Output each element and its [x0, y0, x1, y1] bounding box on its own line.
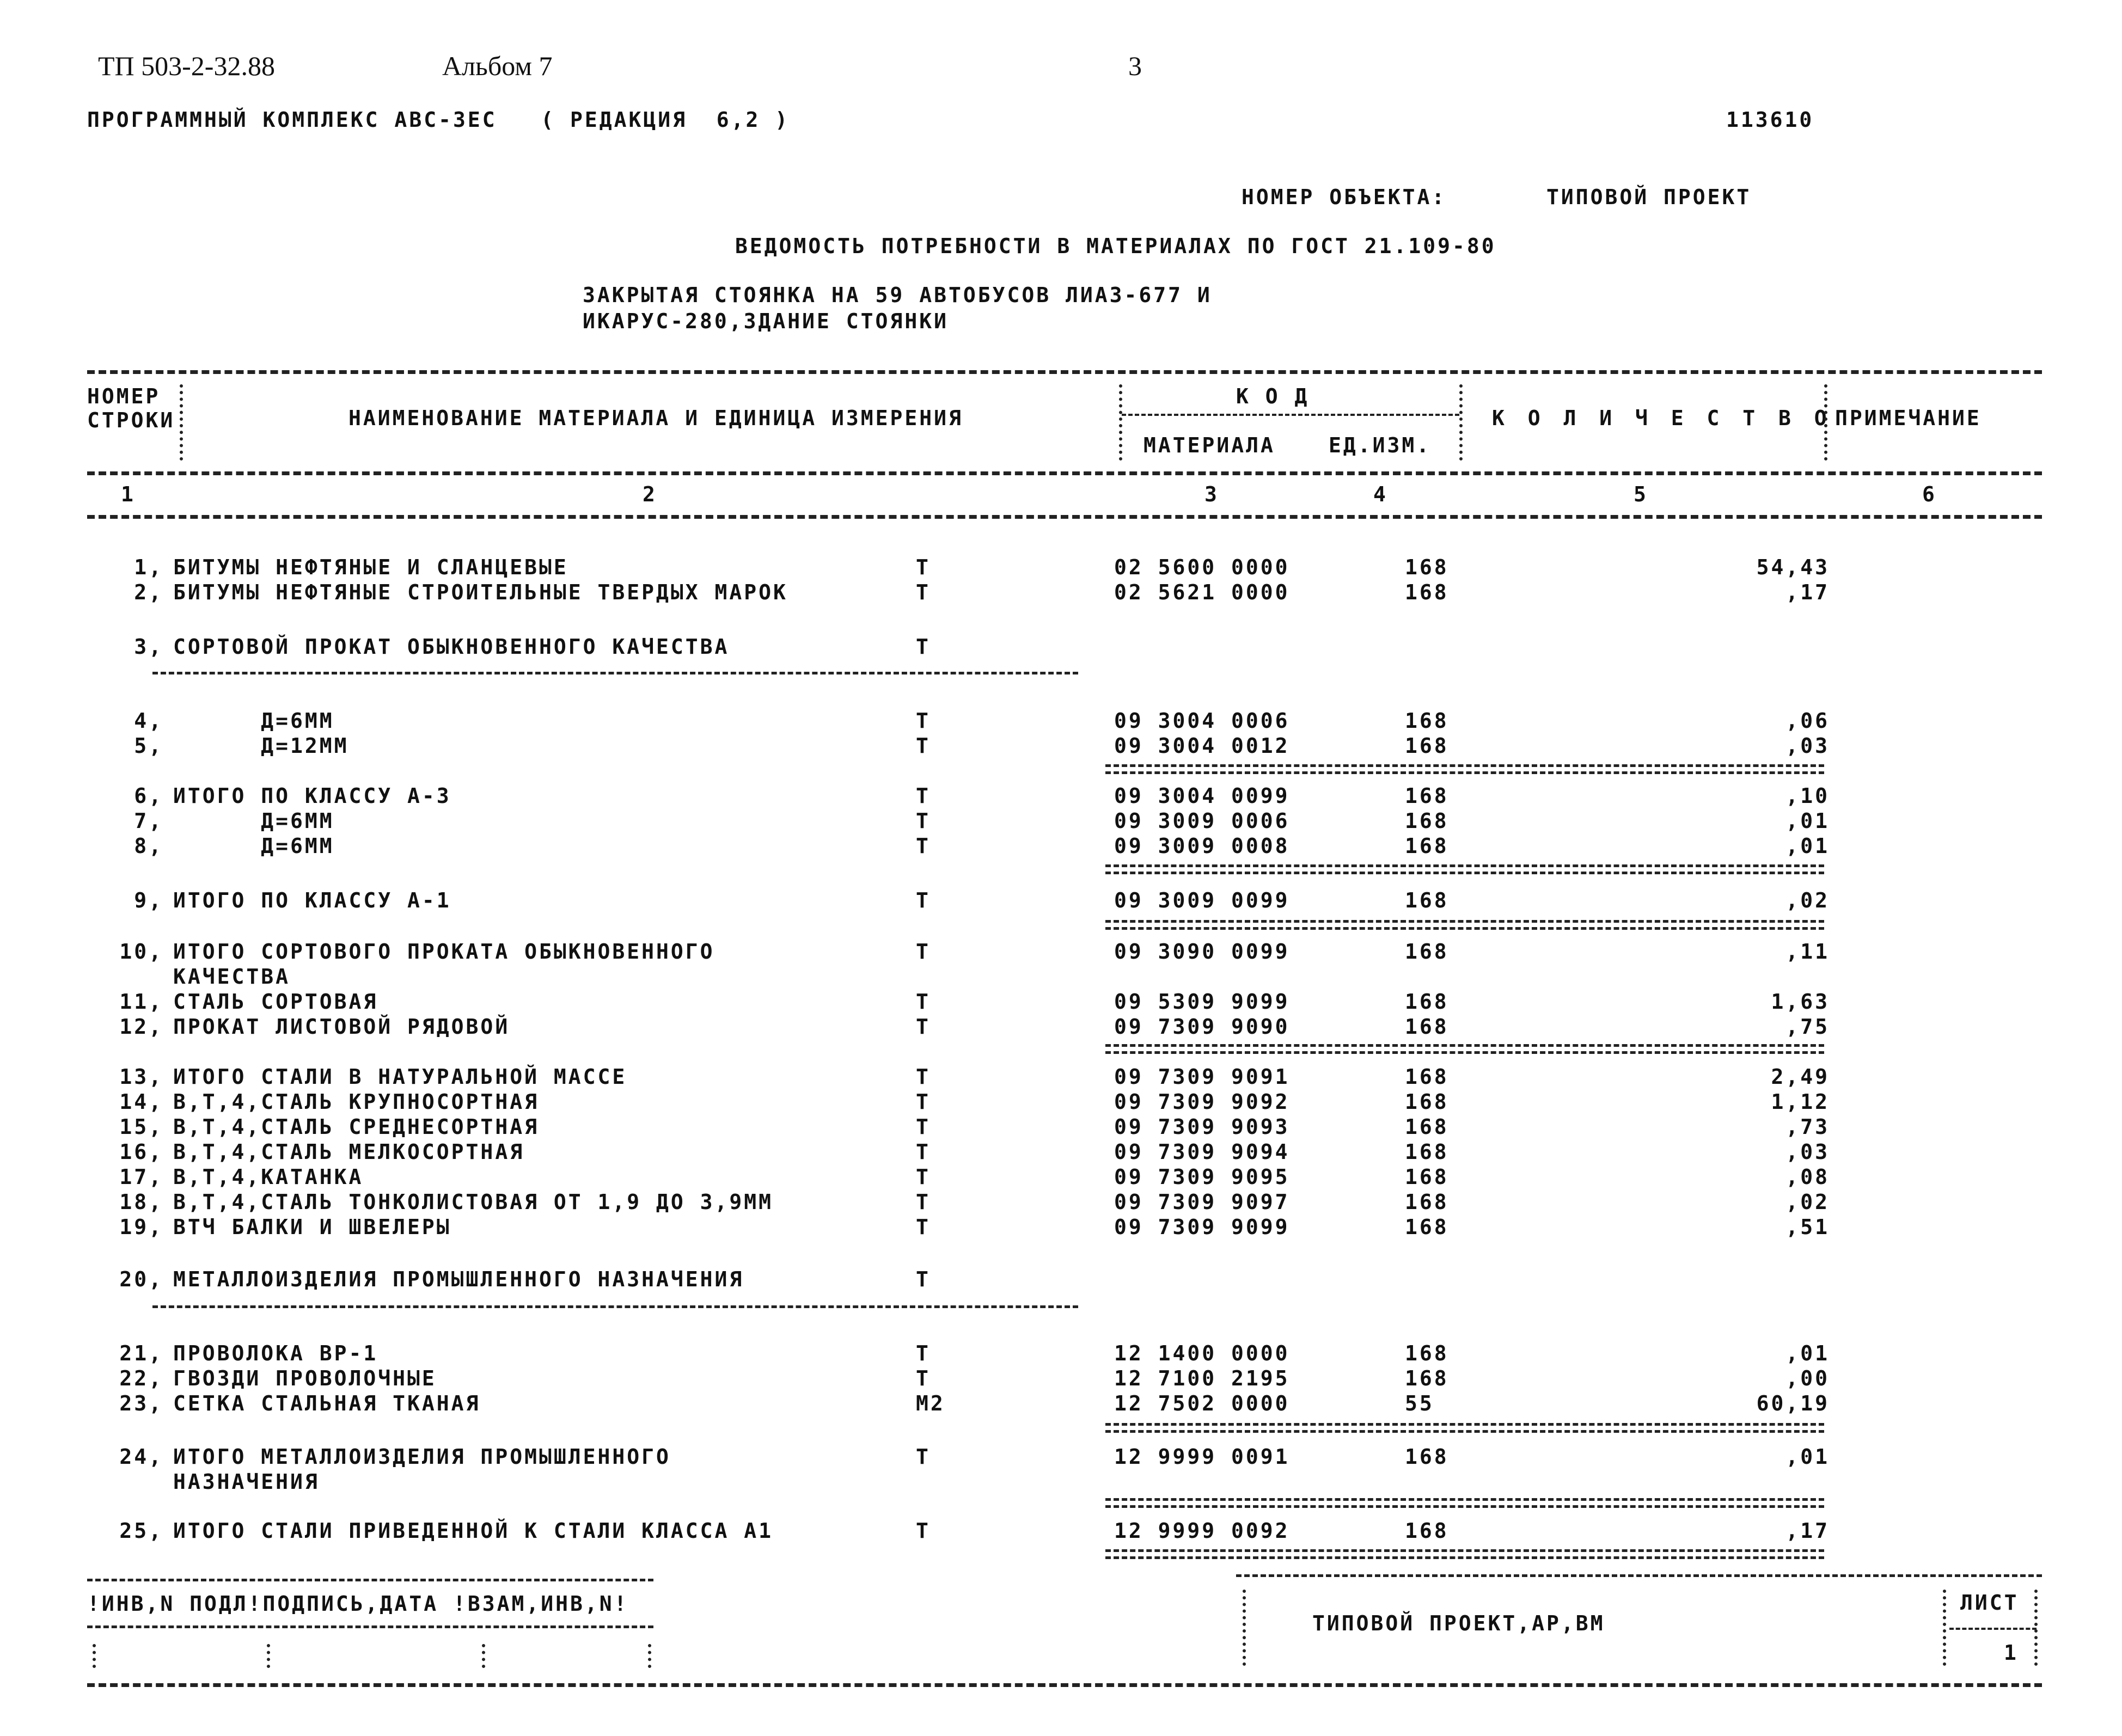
stamp-top-rule [87, 1579, 653, 1581]
row-number: 10, [119, 940, 163, 964]
stamp-mid-rule [87, 1625, 653, 1628]
table-row [0, 1015, 2122, 1040]
material-name: ПРОКАТ ЛИСТОВОЙ РЯДОВОЙ [173, 1015, 510, 1039]
quantity: ,03 [1785, 1140, 1830, 1164]
row-number: 11, [119, 990, 163, 1014]
unit: Т [916, 1366, 931, 1390]
material-name: ИТОГО ПО КЛАССУ А-1 [173, 888, 451, 912]
material-code: 09 3009 0006 [1114, 809, 1290, 833]
table-row [0, 1366, 2122, 1391]
row-number: 17, [119, 1165, 163, 1189]
unit: Т [916, 940, 931, 964]
unit-code: 168 [1405, 1140, 1449, 1164]
header-rule [87, 471, 2042, 475]
material-name: ИТОГО ПО КЛАССУ А-3 [173, 784, 451, 808]
material-code: 09 3009 0099 [1114, 888, 1290, 912]
material-name: Д=12ММ [173, 734, 349, 758]
material-name: СОРТОВОЙ ПРОКАТ ОБЫКНОВЕННОГО КАЧЕСТВА [173, 635, 730, 659]
unit: Т [916, 1015, 931, 1039]
quantity: ,75 [1785, 1015, 1830, 1039]
row-number: 4, [134, 709, 163, 733]
material-name: В,Т,4,СТАЛЬ ТОНКОЛИСТОВАЯ ОТ 1,9 ДО 3,9ММ [173, 1190, 773, 1214]
material-name: ИТОГО МЕТАЛЛОИЗДЕЛИЯ ПРОМЫШЛЕННОГО [173, 1445, 671, 1469]
unit: Т [916, 834, 931, 858]
material-code: 09 3004 0012 [1114, 734, 1290, 758]
table-row [0, 1470, 2122, 1495]
row-number: 15, [119, 1115, 163, 1139]
unit: Т [916, 734, 931, 758]
quantity: 1,12 [1771, 1090, 1830, 1114]
material-code: 09 7309 9094 [1114, 1140, 1290, 1164]
unit: Т [916, 1215, 931, 1239]
quantity: ,01 [1785, 834, 1830, 858]
quantity: ,01 [1785, 809, 1830, 833]
quantity: ,01 [1785, 1445, 1830, 1469]
col-divider [1119, 384, 1122, 461]
row-number: 1, [134, 555, 163, 579]
unit-code: 168 [1405, 1115, 1449, 1139]
unit-code: 168 [1405, 1341, 1449, 1365]
unit-code: 168 [1405, 784, 1449, 808]
unit: Т [916, 888, 931, 912]
col-header-unit-code: ЕД.ИЗМ. [1329, 433, 1432, 457]
row-number: 6, [134, 784, 163, 808]
unit-code: 168 [1405, 734, 1449, 758]
stamp-divider [93, 1644, 96, 1668]
quantity: 1,63 [1771, 990, 1830, 1014]
col-header-name: НАИМЕНОВАНИЕ МАТЕРИАЛА И ЕДИНИЦА ИЗМЕРЕНИЯ [348, 406, 963, 430]
unit: Т [916, 555, 931, 579]
quantity: ,08 [1785, 1165, 1830, 1189]
material-code: 09 7309 9099 [1114, 1215, 1290, 1239]
object-value: ТИПОВОЙ ПРОЕКТ [1546, 185, 1752, 209]
material-name: КАЧЕСТВА [173, 965, 291, 989]
subject-line-1: ЗАКРЫТАЯ СТОЯНКА НА 59 АВТОБУСОВ ЛИАЗ-677 И [583, 283, 1212, 307]
sheet-label: ЛИСТ [1960, 1591, 2019, 1615]
row-number: 9, [134, 888, 163, 912]
material-name: МЕТАЛЛОИЗДЕЛИЯ ПРОМЫШЛЕННОГО НАЗНАЧЕНИЯ [173, 1267, 744, 1291]
material-name: ВТЧ БАЛКИ И ШВЕЛЕРЫ [173, 1215, 451, 1239]
material-name: Д=6ММ [173, 809, 334, 833]
col-divider [1459, 384, 1463, 461]
quantity: ,03 [1785, 734, 1830, 758]
row-number: 21, [119, 1341, 163, 1365]
title-block-divider [1943, 1590, 1946, 1666]
unit-code: 168 [1405, 1215, 1449, 1239]
subtotal-rule [1105, 1498, 1824, 1508]
material-code: 02 5621 0000 [1114, 580, 1290, 604]
quantity: 60,19 [1756, 1391, 1830, 1415]
row-number: 2, [134, 580, 163, 604]
unit: Т [916, 709, 931, 733]
unit-code: 168 [1405, 990, 1449, 1014]
unit: Т [916, 990, 931, 1014]
material-code: 09 7309 9090 [1114, 1015, 1290, 1039]
table-row [0, 1165, 2122, 1190]
material-code: 09 7309 9092 [1114, 1090, 1290, 1114]
material-code: 09 5309 9099 [1114, 990, 1290, 1014]
col-header-quantity: К О Л И Ч Е С Т В О [1492, 406, 1832, 430]
quantity: ,17 [1785, 1519, 1830, 1543]
quantity: ,06 [1785, 709, 1830, 733]
material-name: ИТОГО СТАЛИ ПРИВЕДЕННОЙ К СТАЛИ КЛАССА А1 [173, 1519, 773, 1543]
col-divider [1824, 384, 1827, 461]
material-code: 12 9999 0091 [1114, 1445, 1290, 1469]
page-bottom-rule [87, 1683, 2042, 1687]
project-title: ТИПОВОЙ ПРОЕКТ,АР,ВМ [1312, 1611, 1605, 1635]
row-number: 18, [119, 1190, 163, 1214]
material-code: 12 7100 2195 [1114, 1366, 1290, 1390]
row-number: 23, [119, 1391, 163, 1415]
unit: Т [916, 1115, 931, 1139]
table-row [0, 635, 2122, 660]
stamp-divider [267, 1644, 270, 1668]
material-code: 09 7309 9091 [1114, 1065, 1290, 1089]
subtotal-rule [1105, 920, 1824, 930]
object-label: НОМЕР ОБЪЕКТА: [1242, 185, 1447, 209]
material-name: В,Т,4,СТАЛЬ КРУПНОСОРТНАЯ [173, 1090, 539, 1114]
unit: Т [916, 1190, 931, 1214]
document-id: 113610 [1726, 108, 1814, 132]
stamp-labels: !ИНВ,N ПОДЛ!ПОДПИСЬ,ДАТА !ВЗАМ,ИНВ,N! [87, 1592, 629, 1616]
unit-code: 168 [1405, 1165, 1449, 1189]
material-name: СЕТКА СТАЛЬНАЯ ТКАНАЯ [173, 1391, 481, 1415]
quantity: ,51 [1785, 1215, 1830, 1239]
col-divider [180, 384, 183, 461]
unit-code: 168 [1405, 1015, 1449, 1039]
subtotal-rule [1105, 864, 1824, 874]
subtotal-rule [1105, 1549, 1824, 1559]
table-top-rule [87, 370, 2042, 374]
material-name: ИТОГО СТАЛИ В НАТУРАЛЬНОЙ МАССЕ [173, 1065, 627, 1089]
col-number-5: 5 [1634, 482, 1648, 506]
quantity: ,10 [1785, 784, 1830, 808]
sheet-number: 1 [2004, 1641, 2019, 1665]
material-name: НАЗНАЧЕНИЯ [173, 1470, 320, 1494]
section-rule [152, 1305, 1078, 1308]
table-row [0, 1519, 2122, 1544]
title-block-top-rule [1236, 1574, 2042, 1577]
quantity: ,17 [1785, 580, 1830, 604]
unit: Т [916, 1267, 931, 1291]
material-name: ГВОЗДИ ПРОВОЛОЧНЫЕ [173, 1366, 437, 1390]
row-number: 14, [119, 1090, 163, 1114]
table-row [0, 965, 2122, 990]
table-row [0, 990, 2122, 1015]
row-number: 5, [134, 734, 163, 758]
table-row [0, 1190, 2122, 1215]
table-row [0, 555, 2122, 580]
material-name: В,Т,4,КАТАНКА [173, 1165, 364, 1189]
table-row [0, 1445, 2122, 1470]
row-number: 13, [119, 1065, 163, 1089]
row-number: 7, [134, 809, 163, 833]
section-rule [152, 672, 1078, 674]
material-code: 09 3009 0008 [1114, 834, 1290, 858]
unit: Т [916, 1140, 931, 1164]
unit-code: 168 [1405, 1519, 1449, 1543]
unit-code: 168 [1405, 580, 1449, 604]
unit-code: 168 [1405, 555, 1449, 579]
table-row [0, 784, 2122, 809]
quantity: ,00 [1785, 1366, 1830, 1390]
table-row [0, 888, 2122, 913]
unit-code: 168 [1405, 1445, 1449, 1469]
unit: Т [916, 1341, 931, 1365]
unit-code: 168 [1405, 1090, 1449, 1114]
unit-code: 168 [1405, 888, 1449, 912]
unit: М2 [916, 1391, 945, 1415]
table-row [0, 834, 2122, 859]
subtotal-rule [1105, 1044, 1824, 1054]
program-line: ПРОГРАММНЫЙ КОМПЛЕКС АВС-3ЕС ( РЕДАКЦИЯ 6,2 ) [87, 108, 790, 132]
document-code: ТП 503-2-32.88 [98, 51, 275, 81]
row-number: 12, [119, 1015, 163, 1039]
table-row [0, 1115, 2122, 1140]
material-code: 12 9999 0092 [1114, 1519, 1290, 1543]
unit-code: 168 [1405, 834, 1449, 858]
col-number-3: 3 [1204, 482, 1219, 506]
material-name: ПРОВОЛОКА ВР-1 [173, 1341, 378, 1365]
unit-code: 55 [1405, 1391, 1434, 1415]
table-row [0, 580, 2122, 605]
col-number-2: 2 [643, 482, 657, 506]
unit-code: 168 [1405, 809, 1449, 833]
row-number: 24, [119, 1445, 163, 1469]
material-name: БИТУМЫ НЕФТЯНЫЕ СТРОИТЕЛЬНЫЕ ТВЕРДЫХ МАРОК [173, 580, 788, 604]
code-group-rule [1122, 414, 1459, 416]
material-name: СТАЛЬ СОРТОВАЯ [173, 990, 378, 1014]
table-row [0, 940, 2122, 965]
subtotal-rule [1105, 1423, 1824, 1433]
unit-code: 168 [1405, 1190, 1449, 1214]
table-row [0, 1065, 2122, 1090]
quantity: ,02 [1785, 1190, 1830, 1214]
material-code: 12 1400 0000 [1114, 1341, 1290, 1365]
title-block-divider [1243, 1590, 1246, 1666]
row-number: 22, [119, 1366, 163, 1390]
row-number: 16, [119, 1140, 163, 1164]
material-name: Д=6ММ [173, 709, 334, 733]
unit-code: 168 [1405, 1065, 1449, 1089]
material-code: 12 7502 0000 [1114, 1391, 1290, 1415]
quantity: ,11 [1785, 940, 1830, 964]
row-number: 20, [119, 1267, 163, 1291]
unit-code: 168 [1405, 1366, 1449, 1390]
unit: Т [916, 635, 931, 659]
material-name: Д=6ММ [173, 834, 334, 858]
material-name: ИТОГО СОРТОВОГО ПРОКАТА ОБЫКНОВЕННОГО [173, 940, 715, 964]
page-number: 3 [1128, 51, 1142, 81]
material-code: 09 3004 0099 [1114, 784, 1290, 808]
quantity: ,01 [1785, 1341, 1830, 1365]
col-number-1: 1 [121, 482, 136, 506]
unit: Т [916, 580, 931, 604]
unit-code: 168 [1405, 709, 1449, 733]
col-number-4: 4 [1373, 482, 1388, 506]
table-row [0, 1140, 2122, 1165]
col-header-note: ПРИМЕЧАНИЕ [1835, 406, 1982, 430]
subject-line-2: ИКАРУС-280,ЗДАНИЕ СТОЯНКИ [583, 309, 949, 333]
material-code: 09 3090 0099 [1114, 940, 1290, 964]
sheet-rule [1949, 1628, 2037, 1630]
table-row [0, 1341, 2122, 1366]
row-number: 3, [134, 635, 163, 659]
table-row [0, 709, 2122, 734]
material-name: В,Т,4,СТАЛЬ МЕЛКОСОРТНАЯ [173, 1140, 525, 1164]
unit: Т [916, 809, 931, 833]
material-code: 09 3004 0006 [1114, 709, 1290, 733]
material-code: 09 7309 9095 [1114, 1165, 1290, 1189]
table-row [0, 1215, 2122, 1240]
material-code: 02 5600 0000 [1114, 555, 1290, 579]
col-header-row-number: НОМЕР СТРОКИ [87, 384, 175, 432]
unit: Т [916, 1445, 931, 1469]
table-row [0, 1267, 2122, 1292]
quantity: ,73 [1785, 1115, 1830, 1139]
unit: Т [916, 784, 931, 808]
album-label: Альбом 7 [442, 51, 553, 81]
material-name: БИТУМЫ НЕФТЯНЫЕ И СЛАНЦЕВЫЕ [173, 555, 568, 579]
row-number: 25, [119, 1519, 163, 1543]
unit-code: 168 [1405, 940, 1449, 964]
material-code: 09 7309 9093 [1114, 1115, 1290, 1139]
statement-title: ВЕДОМОСТЬ ПОТРЕБНОСТИ В МАТЕРИАЛАХ ПО ГОСТ 21.109-80 [735, 234, 1496, 258]
row-number: 8, [134, 834, 163, 858]
subtotal-rule [1105, 764, 1824, 774]
table-row [0, 809, 2122, 834]
table-row [0, 734, 2122, 759]
stamp-divider [482, 1644, 485, 1668]
material-name: В,Т,4,СТАЛЬ СРЕДНЕСОРТНАЯ [173, 1115, 539, 1139]
unit: Т [916, 1165, 931, 1189]
quantity: 2,49 [1771, 1065, 1830, 1089]
unit: Т [916, 1065, 931, 1089]
unit: Т [916, 1090, 931, 1114]
col-header-material-code: МАТЕРИАЛА [1143, 433, 1275, 457]
table-row [0, 1090, 2122, 1115]
quantity: ,02 [1785, 888, 1830, 912]
unit: Т [916, 1519, 931, 1543]
col-number-6: 6 [1922, 482, 1937, 506]
material-code: 09 7309 9097 [1114, 1190, 1290, 1214]
stamp-divider [648, 1644, 651, 1668]
table-row [0, 1391, 2122, 1416]
quantity: 54,43 [1756, 555, 1830, 579]
row-number: 19, [119, 1215, 163, 1239]
col-header-code-group: К О Д [1236, 384, 1310, 408]
header-bottom-rule [87, 515, 2042, 519]
